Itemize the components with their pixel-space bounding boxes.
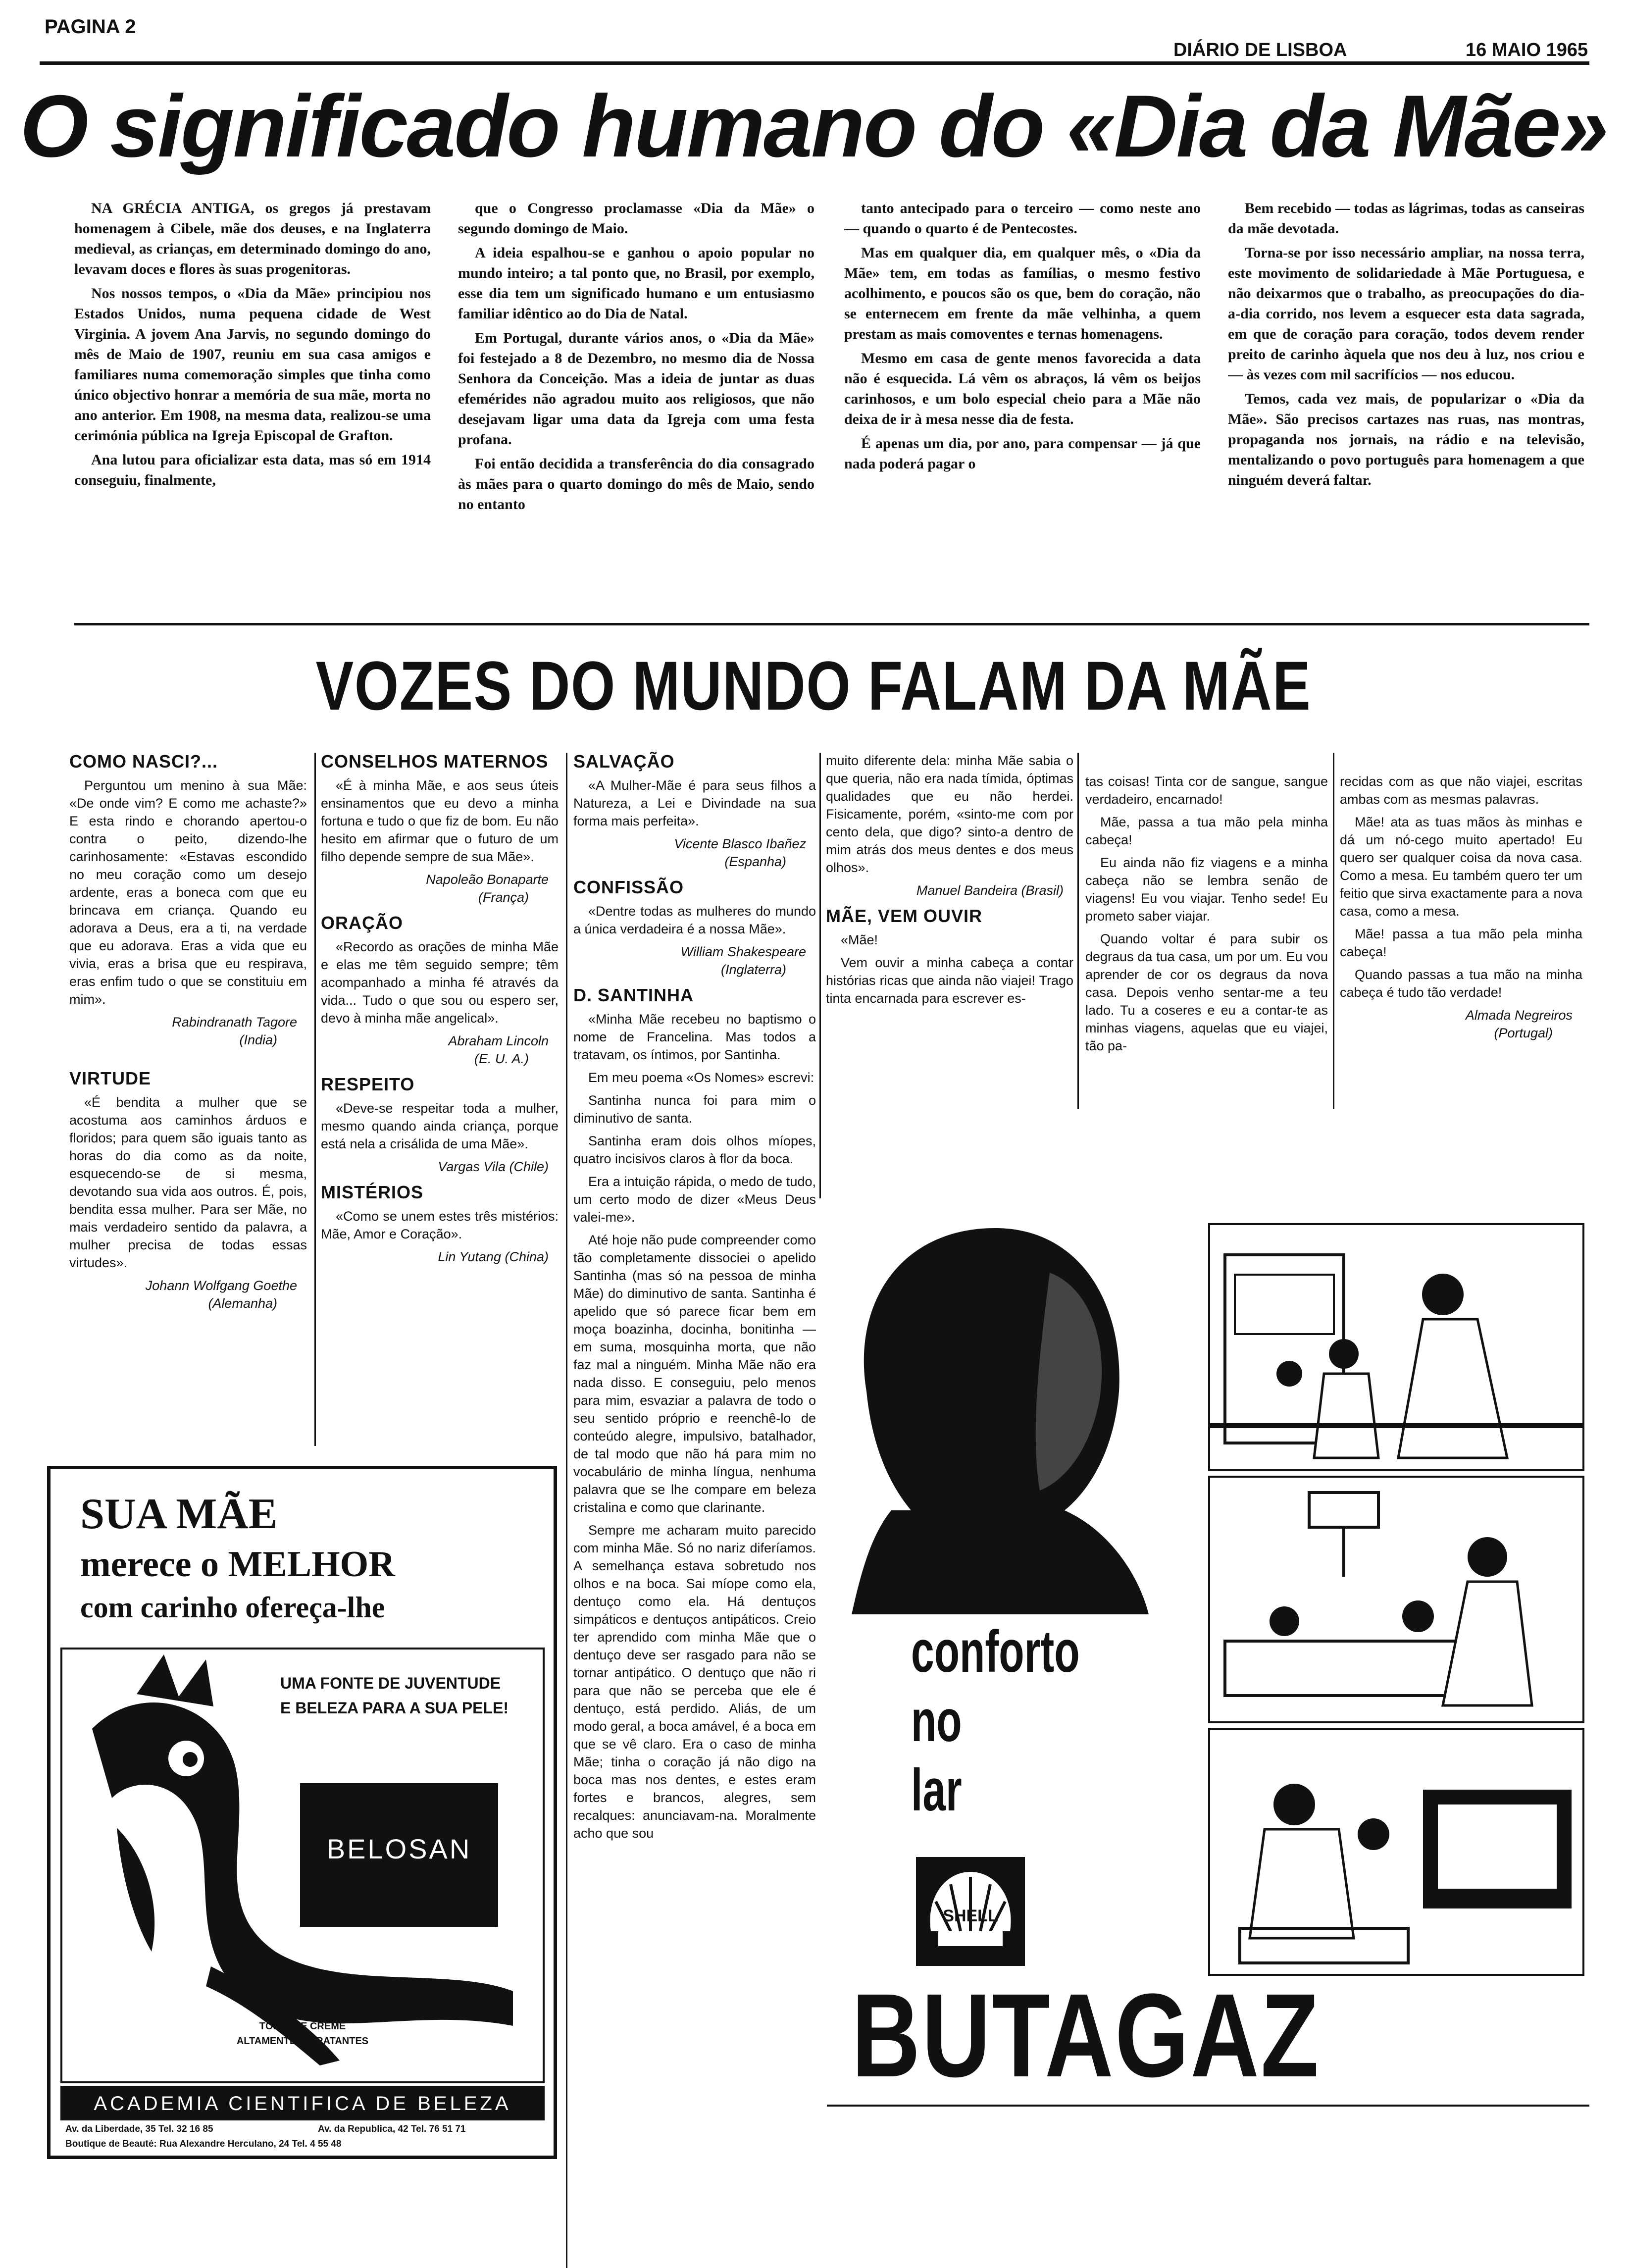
column-divider: [566, 753, 567, 2268]
article-paragraph: A ideia espalhou-se e ganhou o apoio popular no mundo inteiro; a tal ponto que, no Brasil, por exemplo, esse dia tem um significado humano e um entusiasmo familiar idêntico ao do Dia de Natal.: [458, 245, 814, 322]
section-title: ORAÇÃO: [321, 913, 403, 933]
quote-country: (França): [478, 890, 529, 905]
article-paragraph: Mesmo em casa de gente menos favorecida a data não é esquecida. Lá vêm os abraços, lá vêm os beijos carinhosos, e um bolo especial cheio para a Mãe não deixa de ir à mesa nesse dia de festa.: [844, 350, 1201, 427]
column-divider: [314, 753, 316, 1446]
living-room-scene-illustration: [1210, 1730, 1582, 1974]
slogan-line: lar: [911, 1757, 962, 1823]
illustration-panel: [1208, 1223, 1584, 1471]
quote-country: (Espanha): [724, 854, 786, 869]
quote-text: Santinha nunca foi para mim o diminutivo de santa.: [573, 1093, 816, 1126]
address-line: Boutique de Beauté: Rua Alexandre Herculano, 24 Tel. 4 55 48: [65, 2139, 342, 2149]
quote-text: «Mãe!: [841, 932, 878, 947]
section-title: SALVAÇÃO: [573, 752, 675, 772]
voices-column-2: [321, 752, 559, 1445]
quote-text: Em meu poema «Os Nomes» escrevi:: [588, 1070, 814, 1085]
section-confissao: [573, 877, 816, 979]
article-paragraph: Nos nossos tempos, o «Dia da Mãe» principiou nos Estados Unidos, numa pequena cidade de West Virginia. A jovem Ana Jarvis, no segundo domingo do mês de Maio de 1907, reuniu em sua casa amigos e familiares numa comemoração simples que tinha como único objectivo honrar a memória de sua mãe, morta no ano anterior. Em 1908, na mesma data, realizou-se uma cerimónia pública na Igreja Episcopal de Grafton.: [74, 285, 431, 444]
quote-text: Era a intuição rápida, o medo de tudo, um certo modo de dizer «Meus Deus valei-me».: [573, 1174, 816, 1225]
academy-bar: [60, 2086, 545, 2120]
quote-author: Abraham Lincoln: [448, 1033, 549, 1048]
page-label: PAGINA 2: [45, 16, 136, 38]
illustration-panel: [1208, 1728, 1584, 1976]
quote-author: Manuel Bandeira (Brasil): [916, 883, 1064, 898]
column-divider: [1333, 753, 1334, 1109]
ad-subline: merece o MELHOR: [80, 1544, 395, 1585]
section-title: COMO NASCI?...: [69, 752, 218, 772]
section-mae-vem-ouvir: [826, 906, 1073, 1007]
quote-text: «É à minha Mãe, e aos seus úteis ensinamentos que eu devo a minha fortuna e tudo o que fiz de bom. Eu não hesito em afirmar que o futuro de um filho depende sempre de sua Mãe».: [321, 778, 559, 864]
issue-date: 16 MAIO 1965: [1466, 40, 1588, 60]
quote-text: «É bendita a mulher que se acostuma aos caminhos árduos e floridos; para quem são iguais tanto as horas do dia como as da noite, esquecendo-se de si mesma, devotando sua vida aos outros. É, pois, bendita essa mulher. Para ser Mãe, no mais verdadeiro sentido da palavra, a mulher precisa de todas essas virtudes».: [69, 1095, 307, 1270]
kitchen-scene-illustration: [1210, 1225, 1582, 1469]
section-title: VIRTUDE: [69, 1068, 152, 1088]
butagaz-brand: BUTAGAZ: [852, 1969, 1321, 2102]
quote-text: Mãe! ata as tuas mãos às minhas e dá um nó-cego muito apertado! Eu quero ser qualquer coisa da nova casa. Como a mesa. Eu também quero ter um feitio que sirva exactamente para a nova casa, como a mesa.: [1340, 815, 1582, 919]
section-title: MISTÉRIOS: [321, 1182, 424, 1202]
quote-country: (Inglaterra): [720, 962, 786, 977]
academy-name: ACADEMIA CIENTIFICA DE BELEZA: [94, 2093, 511, 2114]
quote-text: «Dentre todas as mulheres do mundo a única verdadeira é a nossa Mãe».: [573, 904, 816, 936]
shell-logo-box: [916, 1857, 1025, 1966]
quote-country: (Alemanha): [208, 1296, 277, 1311]
quote-author: Vicente Blasco Ibañez: [674, 836, 806, 851]
voices-column-1: [69, 752, 307, 1445]
address-line: Av. da Republica, 42 Tel. 76 51 71: [318, 2124, 466, 2134]
ad-tagline: UMA FONTE DE JUVENTUDE: [280, 1674, 501, 1692]
quote-author: Lin Yutang (China): [438, 1249, 549, 1264]
article-paragraph: Mas em qualquer dia, em qualquer mês, o «Dia da Mãe» tem, em todas as famílias, o mesmo festivo acolhimento, e poucos são os que, bem do coração, não se enternecem em frente da mãe velhinha, a quem prestam as mais comoventes e ternas homenagens.: [844, 245, 1201, 342]
product-box: [300, 1783, 498, 1927]
section-title: CONFISSÃO: [573, 877, 684, 897]
slogan-line: no: [911, 1688, 962, 1754]
article-paragraph: Temos, cada vez mais, de popularizar o «Dia da Mãe». São precisos cartazes nas ruas, nas montras, propaganda nos jornais, na rádio e na televisão, mentalizando o povo português para homenagem a que ninguém deverá faltar.: [1228, 391, 1584, 488]
quote-text: Mãe, passa a tua mão pela minha cabeça!: [1085, 815, 1328, 847]
article-paragraph: Ana lutou para oficializar esta data, mas só em 1914 conseguiu, finalmente,: [74, 452, 431, 488]
section-santinha: [573, 985, 816, 1842]
quote-author: William Shakespeare: [680, 944, 806, 959]
quote-text: tas coisas! Tinta cor de sangue, sangue verdadeiro, encarnado!: [1085, 774, 1328, 807]
voices-column-3: [573, 752, 816, 2222]
paper-name: DIÁRIO DE LISBOA: [1173, 40, 1347, 60]
quote-text: «A Mulher-Mãe é para seus filhos a Natureza, a Lei e Divindade na sua forma mais perfeita».: [573, 778, 816, 828]
ad-panel: [60, 1648, 545, 2083]
ad-headline: SUA MÃE: [80, 1490, 278, 1538]
article-paragraph: que o Congresso proclamasse «Dia da Mãe» o segundo domingo de Maio.: [458, 200, 814, 237]
bath-scene-illustration: [1210, 1478, 1582, 1721]
quote-text: «Recordo as orações de minha Mãe e elas me têm seguido sempre; têm acompanhado a minha fé através da vida... Tudo o que sou ou espero ser, devo à minha mãe angelical».: [321, 939, 559, 1026]
quote-country: (E. U. A.): [474, 1051, 529, 1066]
quote-text: Perguntou um menino à sua Mãe: «De onde vim? E como me achaste?» E esta rindo e chorando apertou-o contra o peito, dizendo-lhe carinhosamente: «Estavas escondido no meu coração como um desejo ardente, eras a boneca com que eu brincava em criança. Quando eu adorava a Deus, era a ti, na verdade que eu adorava. Eras a vida que eu vivia, eras a brisa que eu respirava, eras enfim tudo o que se constituiu em mim».: [69, 778, 307, 1007]
quote-text: «Deve-se respeitar toda a mulher, mesmo quando ainda criança, porque está nela a crisálida de uma Mãe».: [321, 1101, 559, 1151]
belosan-ad: [47, 1466, 557, 2159]
section-respeito: [321, 1075, 559, 1176]
quote-author: Napoleão Bonaparte: [426, 872, 549, 887]
ad-subline: com carinho ofereça-lhe: [80, 1591, 385, 1624]
section-title: CONSELHOS MATERNOS: [321, 752, 549, 772]
voices-heading: VOZES DO MUNDO FALAM DA MÃE: [315, 647, 1312, 724]
quote-text: recidas com as que não viajei, escritas ambas com as mesmas palavras.: [1340, 774, 1582, 807]
article-paragraph: NA GRÉCIA ANTIGA, os gregos já prestavam homenagem à Cibele, mãe dos deuses, e na Inglaterra medieval, as crianças, em determinado domingo do ano, levavam doces e flores às suas progenitoras.: [74, 200, 431, 277]
shell-wordmark: SHELL: [943, 1907, 998, 1925]
butagaz-bottom-rule: [827, 2105, 1589, 2107]
quote-text: muito diferente dela: minha Mãe sabia o que queria, não era nada tímida, óptimas qualidades que eu não herdei. Fisicamente, porém, «sinto-me com por cento dela, que digo? sinto-a dentro de mim atrás dos meus dentes e dos meus olhos».: [826, 753, 1073, 875]
illustration-panel: [1208, 1476, 1584, 1723]
quote-country: (Portugal): [1494, 1026, 1553, 1040]
quote-text: Vem ouvir a minha cabeça a contar histórias ricas que ainda não viajei! Trago tinta encarnada para escrever es-: [826, 955, 1073, 1006]
section-title: MÃE, VEM OUVIR: [826, 906, 983, 926]
article-headline: O significado humano do «Dia da Mãe»: [20, 77, 1607, 175]
quote-author: Rabindranath Tagore: [172, 1015, 297, 1030]
ad-small-text: ALTAMENTE HIDRATANTES: [236, 2036, 369, 2047]
article-paragraph: É apenas um dia, por ano, para compensar — já que nada poderá pagar o: [844, 435, 1201, 472]
quote-author: Vargas Vila (Chile): [438, 1159, 549, 1174]
quote-author: Johann Wolfgang Goethe: [145, 1278, 297, 1293]
article-column-3: [844, 198, 1201, 604]
article-paragraph: Torna-se por isso necessário ampliar, na nossa terra, este movimento de solidariedade à Mãe Portuguesa, e não deixarmos que o trabalho, as preocupações do dia-a-dia corrido, nos levem a esquecer esta data sagrada, em que de coração para coração, todos devem render preito de carinho àquela que nos deu à luz, nos criou e — às vezes com mil sacrifícios — nos educou.: [1228, 245, 1584, 383]
butagaz-ad: [832, 1154, 1589, 2102]
quote-text: Sempre me acharam muito parecido com minha Mãe. Só no nariz diferíamos. A semelhança estava sobretudo nos olhos e na boca. Sai míope como ela, dentuço como ela. Há dentuços simpáticos e dentuços antipáticos. Creio ter aprendido com minha Mãe que o dentuço deve ser rasgado para não se tornar antipático. O dentuço que não ri para que não se perceba que ele é dentuço, está perdido. Aliás, de um modo geral, a boca amável, é a boca em que se vê claro. Era o caso de minha Mãe; tinha o coração já não digo na boca mas nos dentes, e estes eram fortes e brancos, alegres, sem recalques: anunciavam-na. Moralmente acho que sou: [573, 1523, 816, 1841]
column-divider: [819, 753, 821, 1198]
ad-small-text: TÓNICO E CREME: [259, 2021, 346, 2032]
section-como-nasci: [69, 752, 307, 1049]
section-virtude: [69, 1069, 307, 1312]
article-column-2: [458, 198, 814, 604]
article-paragraph: Em Portugal, durante vários anos, o «Dia da Mãe» foi festejado a 8 de Dezembro, no mesmo dia de Nossa Senhora da Conceição. Mas a ideia de juntar as duas efemérides não agradou muito aos religiosos, que não desejavam ligar uma data da Igreja com uma festa profana.: [458, 330, 814, 448]
quote-country: (India): [239, 1032, 277, 1047]
mother-portrait-illustration: [832, 1154, 1198, 1614]
section-misterios: [321, 1183, 559, 1266]
section-title: RESPEITO: [321, 1074, 415, 1094]
article-paragraph: Bem recebido — todas as lágrimas, todas as canseiras da mãe devotada.: [1228, 200, 1584, 237]
quote-text: Eu ainda não fiz viagens e a minha cabeça não se lembra senão de viagens! Eu vou viajar. Tenho sede! Eu prometo saber viajar.: [1085, 855, 1328, 924]
quote-author: Almada Negreiros: [1465, 1008, 1573, 1023]
voices-column-4: [826, 752, 1073, 1148]
masthead-rule: [40, 61, 1589, 65]
quote-text: Mãe! passa a tua mão pela minha cabeça!: [1340, 927, 1582, 959]
article-column-1: [74, 198, 431, 604]
ad-tagline: E BELEZA PARA A SUA PELE!: [280, 1699, 509, 1717]
section-santinha-continued: [826, 752, 1073, 899]
section-title: D. SANTINHA: [573, 985, 694, 1005]
quote-text: Quando voltar é para subir os degraus da tua casa, um por um. Eu vou aprender de cor os degraus da nova casa. Depois venho sentar-me a teu lado. Tu a coseres e eu a contar-te as minhas viagens, aquelas que eu viajei, tão pa-: [1085, 931, 1328, 1053]
quote-text: «Minha Mãe recebeu no baptismo o nome de Francelina. Mas todos a tratavam, os íntimos, por Santinha.: [573, 1012, 816, 1062]
voices-column-5: [1085, 773, 1328, 1119]
section-salvacao: [573, 752, 816, 871]
column-divider: [1077, 753, 1079, 1109]
voices-column-6: [1340, 773, 1582, 1119]
quote-text: Até hoje não pude compreender como tão completamente dissociei o apelido Santinha (mas só na pessoa de minha Mãe) do diminutivo de santa. Santinha é apelido que só parece ficar bem em moça boazinha, docinha, bonitinha — em suma, mosquinha morta, que não faz mal a ninguém. Minha Mãe não era nada disso. E conseguiu, pelo menos para mim, esvaziar a palavra de todo o seu sentido próprio e reenchê-lo de conteúdo alegre, impulsivo, batalhador, de tal modo que não há para mim no vocabulário de minha língua, nenhuma palavra que se lhe compare em beleza cristalina e como que clarinante.: [573, 1233, 816, 1515]
article-column-4: [1228, 198, 1584, 604]
article-paragraph: tanto antecipado para o terceiro — como neste ano — quando o quarto é de Pentecostes.: [844, 200, 1201, 237]
quote-text: Quando passas a tua mão na minha cabeça é tudo tão verdade!: [1340, 967, 1582, 1000]
quote-text: Santinha eram dois olhos míopes, quatro incisivos claros à flor da boca.: [573, 1134, 816, 1166]
product-name: BELOSAN: [326, 1833, 472, 1864]
section-conselhos: [321, 752, 559, 906]
quote-text: «Como se unem estes três mistérios: Mãe, Amor e Coração».: [321, 1209, 559, 1241]
article-paragraph: Foi então decidida a transferência do dia consagrado às mães para o quarto domingo do mês de Maio, sendo no entanto: [458, 456, 814, 513]
section-oracao: [321, 913, 559, 1068]
slogan-line: conforto: [911, 1618, 1080, 1685]
article-bottom-rule: [74, 623, 1589, 625]
address-line: Av. da Liberdade, 35 Tel. 32 16 85: [65, 2124, 213, 2134]
